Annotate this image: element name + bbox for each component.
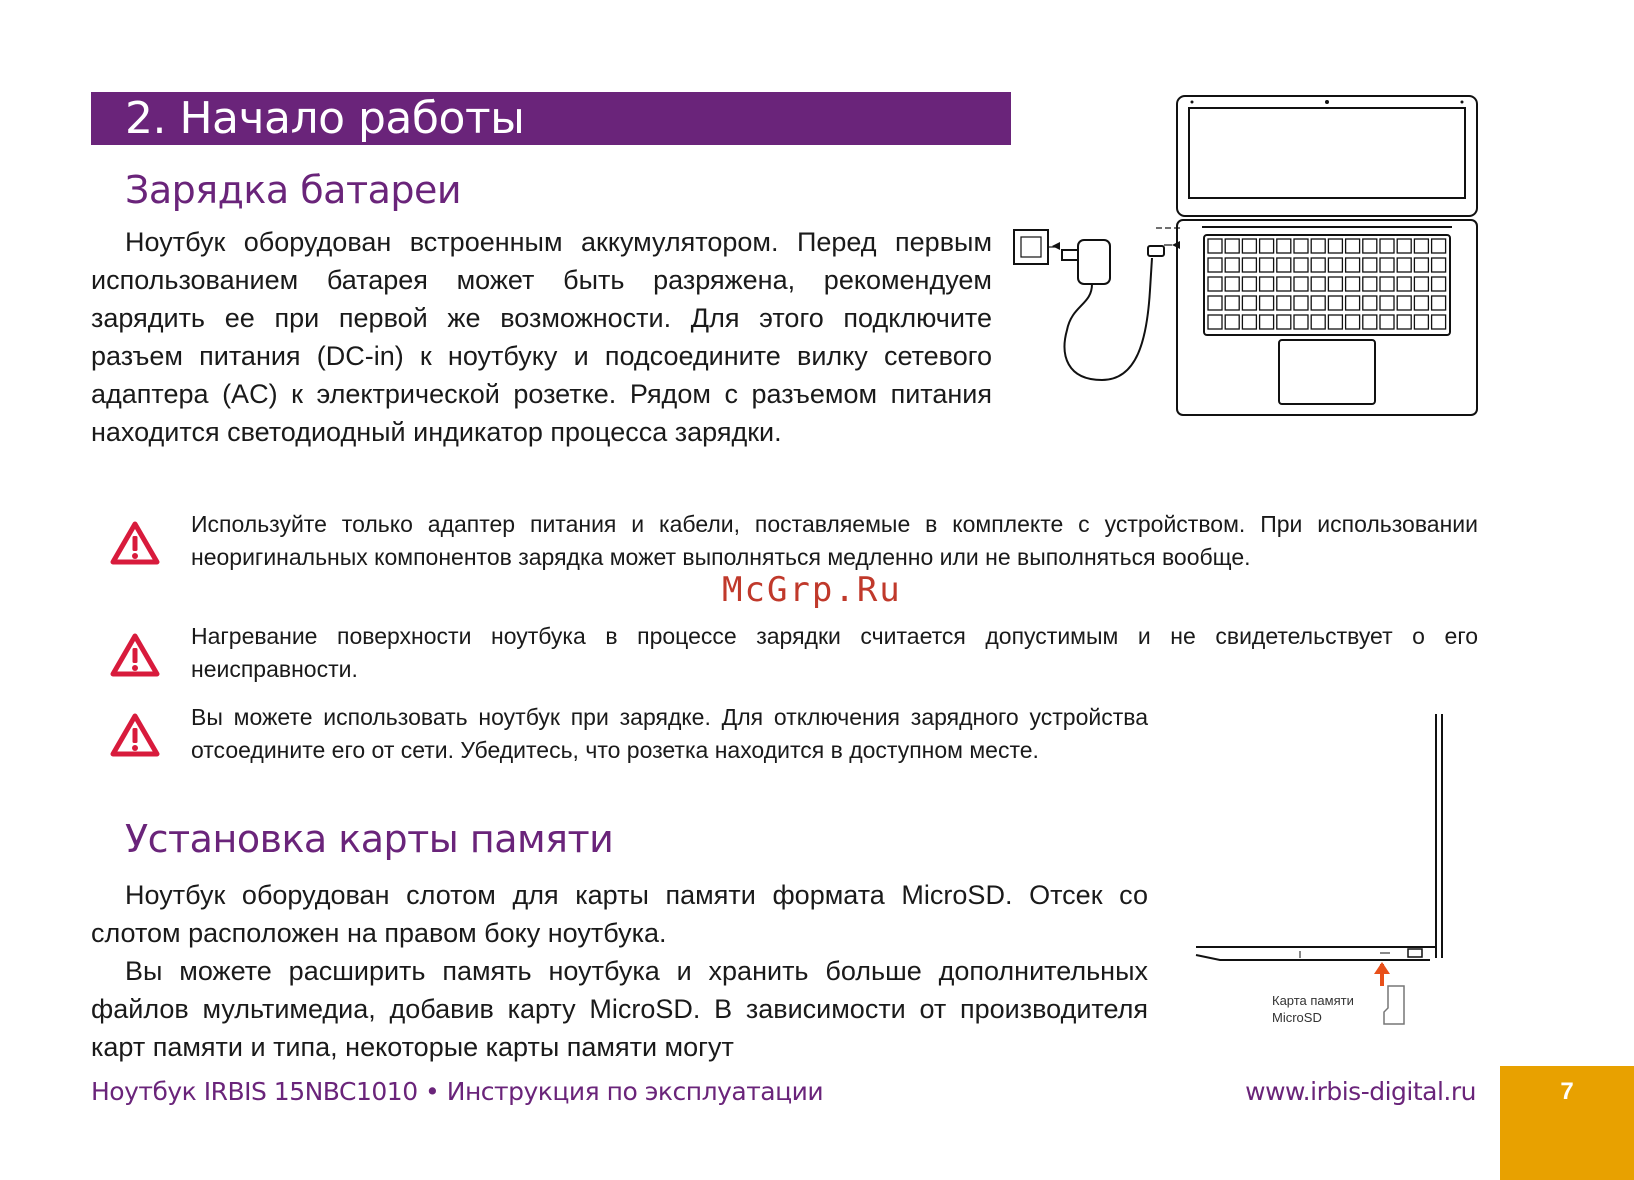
keyboard-key xyxy=(1260,239,1274,253)
keyboard-key xyxy=(1380,296,1394,310)
keyboard-key xyxy=(1294,296,1308,310)
keyboard-key xyxy=(1346,239,1360,253)
page-number: 7 xyxy=(1560,1078,1574,1105)
card-label-line1: Карта памяти xyxy=(1272,993,1354,1008)
section-title-memory-card: Установка карты памяти xyxy=(125,817,614,861)
keyboard-key xyxy=(1432,239,1446,253)
keyboard-key xyxy=(1346,258,1360,272)
keyboard-key xyxy=(1397,258,1411,272)
memory-card-paragraph-2: Вы можете расширить память ноутбука и хранить больше дополнительных файлов мультимедиа, добавив карту MicroSD. В зависимости от производителя карт памяти и типа, некоторые карты памяти могут xyxy=(91,956,1148,1062)
keyboard-key xyxy=(1432,296,1446,310)
warning-triangle-icon xyxy=(110,520,160,566)
keyboard-key xyxy=(1242,258,1256,272)
footer-document-title: Ноутбук IRBIS 15NBC1010 • Инструкция по эксплуатации xyxy=(91,1077,824,1106)
keyboard-key xyxy=(1242,315,1256,329)
keyboard-key xyxy=(1363,296,1377,310)
keyboard-key xyxy=(1328,277,1342,291)
keyboard-key xyxy=(1294,277,1308,291)
keyboard-key xyxy=(1260,315,1274,329)
keyboard-key xyxy=(1414,296,1428,310)
keyboard-key xyxy=(1260,277,1274,291)
warning-triangle-icon xyxy=(110,712,160,758)
keyboard-key xyxy=(1208,239,1222,253)
keyboard-key xyxy=(1363,239,1377,253)
keyboard-key xyxy=(1277,315,1291,329)
keyboard-key xyxy=(1363,258,1377,272)
keyboard-key xyxy=(1242,296,1256,310)
footer-website: www.irbis-digital.ru xyxy=(1245,1077,1476,1106)
keyboard-key xyxy=(1432,258,1446,272)
keyboard-key xyxy=(1294,315,1308,329)
keyboard-key xyxy=(1225,258,1239,272)
keyboard-key xyxy=(1414,277,1428,291)
keyboard-key xyxy=(1363,277,1377,291)
keyboard-key xyxy=(1414,258,1428,272)
keyboard-key xyxy=(1225,239,1239,253)
keyboard-key xyxy=(1260,258,1274,272)
keyboard-key xyxy=(1328,296,1342,310)
keyboard-key xyxy=(1414,239,1428,253)
watermark: McGrp.Ru xyxy=(722,570,902,610)
keyboard-key xyxy=(1328,239,1342,253)
keyboard-key xyxy=(1277,277,1291,291)
keyboard-key xyxy=(1311,277,1325,291)
keyboard-key xyxy=(1225,296,1239,310)
keyboard-key xyxy=(1397,277,1411,291)
keyboard-key xyxy=(1311,296,1325,310)
keyboard-key xyxy=(1277,239,1291,253)
keyboard-key xyxy=(1225,315,1239,329)
warning-text-usage: Вы можете использовать ноутбук при зарядке. Для отключения зарядного устройства отсоедините его от сети. Убедитесь, что розетка находится в доступном месте. xyxy=(191,704,1148,763)
keyboard-key xyxy=(1397,296,1411,310)
warning-triangle-icon xyxy=(110,632,160,678)
keyboard-key xyxy=(1225,277,1239,291)
keyboard-key xyxy=(1294,239,1308,253)
laptop-side-view-illustration xyxy=(1190,712,1450,962)
keyboard-key xyxy=(1346,277,1360,291)
keyboard-key xyxy=(1380,277,1394,291)
keyboard-key xyxy=(1242,239,1256,253)
keyboard-key xyxy=(1432,277,1446,291)
keyboard-key xyxy=(1363,315,1377,329)
keyboard-key xyxy=(1346,315,1360,329)
warning-text-adapter: Используйте только адаптер питания и кабели, поставляемые в комплекте с устройством. При использовании неоригинальных компонентов зарядка может выполняться медленно или не выполняться вообще. xyxy=(191,511,1478,570)
keyboard-key xyxy=(1208,258,1222,272)
keyboard-key xyxy=(1208,296,1222,310)
keyboard-key xyxy=(1208,315,1222,329)
keyboard-key xyxy=(1311,315,1325,329)
keyboard-key xyxy=(1208,277,1222,291)
chapter-title: 2. Начало работы xyxy=(125,93,525,144)
memory-card-paragraph-1: Ноутбук оборудован слотом для карты памяти формата MicroSD. Отсек со слотом расположен на правом боку ноутбука. xyxy=(91,880,1148,948)
section-title-battery: Зарядка батареи xyxy=(125,168,462,212)
keyboard-key xyxy=(1328,258,1342,272)
keyboard-key xyxy=(1414,315,1428,329)
keyboard-key xyxy=(1432,315,1446,329)
keyboard-key xyxy=(1328,315,1342,329)
keyboard-key xyxy=(1277,296,1291,310)
warning-text-heating: Нагревание поверхности ноутбука в процессе зарядки считается допустимым и не свидетельствует о его неисправности. xyxy=(191,623,1478,682)
laptop-charging-illustration xyxy=(1012,90,1482,420)
keyboard-key xyxy=(1294,258,1308,272)
keyboard-key xyxy=(1380,239,1394,253)
keyboard-key xyxy=(1346,296,1360,310)
keyboard-key xyxy=(1311,239,1325,253)
battery-paragraph: Ноутбук оборудован встроенным аккумулятором. Перед первым использованием батарея может быть разряжена, рекомендуем зарядить ее при первой же возможности. Для этого подключите разъем питания (DC-in) к ноутбуку и подсоедините вилку сетевого адаптера (AC) к электрической розетке. Рядом с разъемом питания находится светодиодный индикатор процесса зарядки. xyxy=(91,227,992,447)
keyboard-key xyxy=(1277,258,1291,272)
microsd-card-icon xyxy=(1370,962,1410,1028)
keyboard-key xyxy=(1260,296,1274,310)
keyboard-key xyxy=(1380,258,1394,272)
card-label-line2: MicroSD xyxy=(1272,1010,1322,1025)
keyboard-key xyxy=(1380,315,1394,329)
keyboard-key xyxy=(1242,277,1256,291)
keyboard-key xyxy=(1397,315,1411,329)
keyboard-key xyxy=(1311,258,1325,272)
keyboard-key xyxy=(1397,239,1411,253)
